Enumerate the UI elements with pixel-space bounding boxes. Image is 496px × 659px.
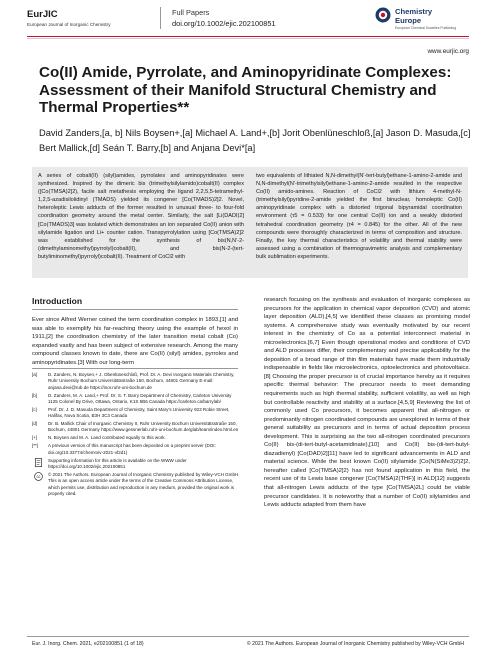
header-divider bbox=[160, 7, 161, 29]
footnote-item bbox=[32, 393, 242, 406]
footnote-text: A previous version of this manuscript has been deposited on a preprint server (DOI: doi.org/10.33774/chemrxiv-2021-vf2d1) bbox=[48, 443, 216, 455]
footnote-text: N. Boysen and M. A. Land contributed equally to this work. bbox=[48, 435, 166, 441]
footnote-text: D. Zanders, N. Boysen,+ J. Obenlüneschloß, Prof. Dr. A. Devi Inorganic Materials Chemistry, Ruhr University Bochum Universitätsstraße 150, Bochum, 44801 Germany E-mail: anjana.devi@rub.de https://inor.ruhr-uni-bochum.de bbox=[48, 372, 235, 390]
footnote-mark: [a] bbox=[32, 372, 38, 377]
footnote-item bbox=[32, 458, 242, 471]
footnote-item bbox=[32, 443, 242, 456]
intro-left-text: Ever since Alfred Werner coined the term coordination complex in 1893,[1] and was able to exemplify his far-reaching theory using the example of hexol in 1911,[2] the coordination chemistry of the later transition metal cobalt (Co) expanded vastly and has been subject of extensive research. Among the many compound classes known to date, there are Co(II) (silyl) amides, pyrroles and aminopyridinates.[3] With our long-term bbox=[32, 317, 238, 366]
header-rule-thin bbox=[27, 38, 469, 39]
journal-full-name: European Journal of Inorganic Chemistry bbox=[27, 22, 111, 27]
section-heading-introduction: Introduction bbox=[32, 296, 83, 306]
footnote-mark: [c] bbox=[32, 406, 37, 412]
footnote-mark: [d] bbox=[32, 421, 38, 427]
abstract-right-column: two equivalents of lithiated N,N-dimethyl(N'-tert-butyl)ethane-1-amino-2-amide and N,N-dimethyl(N'-trimethylsilyl)ethane-1-amino-2-amide resulted in the respective Co(II) amido-amines. Reaction of CoCl2 with lithium 4-methyl-N-(trimethylsilyl)pyridine-2-amide yielded the first binuclear, homoleptic Co(II) aminopyridinate complex with a distorted trigonal bipyramidal coordination environment (τ5 = 0.533) for one central Co(II) ion and a weakly distorted tetrahedral coordination geometry (τ4 = 0.845) for the other. All of the new compounds were thoroughly characterized in terms of composition and structure. Finally, the key thermal characteristics of volatility and thermal stability were assessed using a combination of thermogravimetric analysis and complementary bulk sublimation experiments. bbox=[256, 173, 462, 260]
section-rule bbox=[32, 309, 238, 310]
footer-citation: Eur. J. Inorg. Chem. 2021, e202100851 (1 of 18) bbox=[32, 641, 144, 647]
footnote-text: Supporting information for this article is available on the WWW under https://doi.org/10.1002/ejic.202100851 bbox=[48, 457, 187, 469]
chemistry-europe-logo[interactable] bbox=[375, 7, 475, 33]
intro-right-text: research focusing on the synthesis and evaluation of inorganic complexes as precursors for the application in chemical vapor deposition (CVD) and atomic layer deposition (ALD),[4,5] we identified these classes as promising model systems. A comprehensive study was eventually motivated by our recent interest in the chemistry of Co as a potential interconnect material in microelectronics.[6,7] Even though operational modes and conditions of CVD and ALD processes differ, their complementary and precise applicability for the deposition of a broad range of thin film materials have made them industrially indispensable in fields like microelectronics, optoelectronics and photovoltaics.[8] Choosing the proper precursor is of crucial importance hereby as it requires specific thermal behavior: The precursor needs to meet demanding requirements such as high thermal stability, sufficient volatility, as well as high but controllable reactivity and stability at a surface.[4,5,9] Reviewing the list of commonly used Co precursors, it becomes apparent that all-nitrogen or predominantly nitrogen coordinated compounds are unexplored in terms of their general suitability as precursors and in terms of actual deposition process development. This is surprising as the two all-nitrogen coordinated precursors Co(II) bis-(di-tert-butyl-acetamidinate),[10] and Co(II) bis-(di-tert-butyl-diazadienyl) [Co(DAD)2][11] have led to significant advancements in ALD and material science. While the best known Co(II) silylamide [Co(N(SiMe3)2)2]2, hereafter called [Co(TMSA)2]2) has not found application in this field, the recent use of its Lewis base congener [Co(TMSA)2(THF)] in ALD[12] suggests that all-nitrogen Lewis adducts of the type [Co(TMSA)2L] could be viable precursor candidates. It is noteworthy that a number of Co(II) silylamides and Lewis adducts adapted from them have bbox=[264, 297, 470, 509]
footnotes bbox=[32, 372, 242, 499]
journal-short-name: EurJIC bbox=[27, 9, 58, 20]
footnote-text: Dr. B. Mallick Chair of Inorganic Chemistry II, Ruhr University Bochum Universitätsstraße 150, Bochum, 44801 Germany https://www.gessnerlab.ruhr-uni-bochum.de/glab/team/index.html.en bbox=[48, 421, 239, 433]
footer-copyright: © 2021 The Authors. European Journal of Inorganic Chemistry published by Wiley-VCH GmbH bbox=[246, 641, 464, 647]
chemistry-europe-mark-icon bbox=[375, 7, 391, 23]
footnote-mark: [b] bbox=[32, 392, 38, 398]
footnote-text: D. Zanders, M. A. Land,+ Prof. Dr. S. T. Barry Department of Chemistry, Carleton University 1125 Colonel By Drive, Ottawa, Ontario, K1S 5B6 Canada https://carleton.ca/barrylab/ bbox=[48, 392, 232, 404]
footnote-rule bbox=[32, 368, 238, 369]
footnote-item bbox=[32, 421, 242, 434]
journal-website[interactable]: www.eurjic.org bbox=[427, 48, 469, 55]
footnote-text: © 2021 The Authors. European Journal of Inorganic Chemistry published by Wiley-VCH GmbH. This is an open access article under the terms of the Creative Commons Attribution License, which permits use, distribution and reproduction in any medium, provided the original work is properly cited. bbox=[48, 471, 240, 496]
footnote-mark: [+] bbox=[32, 435, 38, 441]
open-access-icon bbox=[34, 472, 43, 481]
footnote-item bbox=[32, 472, 242, 497]
svg-text:cc: cc bbox=[36, 474, 41, 480]
article-title: Co(II) Amide, Pyrrolate, and Aminopyridinate Complexes: Assessment of their Manifold Structural Chemistry and Thermal Properties** bbox=[39, 64, 452, 117]
abstract-left-column: A series of cobalt(II) (silyl)amides, pyrrolates and aminopyridinates were synthesized. Inspired by the dimeric bis (trimethylsilylamido)cobalt(II) complex ([Co(TMSA)2]2), facile salt metathesis employing the ligand 2,2,5,5-tetramethyl-1,2,5-azadisilolidinyl (TMADS) yielded its congener [Co(TMADS)2]2. Novel, heteroleptic Lewis adducts of the former resulted in unusual three- to four-fold coordination geometry around the metal center. Similarly, the salt [Li(DADI)2][Co(TMADS)3] was isolated which demonstrates an ion separated Co(II) anion with silylamide ligation and Li+ counter cation. Transpyrrolylation using [Co(TMSA)2]2 was established for the synthesis of bis(N,N'-2-(dimethylaminomethyl)pyrrolyl)cobalt(II), and bis(N-2-(tert-butyliminomethyl)pyrrolyl)cobalt(II). Treatment of CoCl2 with bbox=[38, 173, 244, 260]
doi-link[interactable]: doi.org/10.1002/ejic.202100851 bbox=[172, 19, 276, 28]
footnote-item bbox=[32, 407, 242, 420]
page-header bbox=[0, 0, 496, 34]
section-type: Full Papers bbox=[172, 8, 210, 17]
footnote-text: Prof. Dr. J. D. Masuda Department of Chemistry, Saint Mary's University 923 Robie Street, Halifax, Nova Scotia, B3H 3C3 Canada bbox=[48, 406, 230, 419]
footnote-mark: [**] bbox=[32, 443, 39, 449]
footer-rule bbox=[27, 636, 469, 637]
logo-line1: Chemistry bbox=[395, 7, 433, 16]
footnote-item bbox=[32, 372, 242, 391]
supporting-info-icon bbox=[34, 458, 43, 467]
author-list: David Zanders,[a, b] Nils Boysen+,[a] Michael A. Land+,[b] Jorit Obenlüneschloß,[a] Jason D. Masuda,[c] Bert Mallick,[d] Seán T. Barry,[b] and Anjana Devi*[a] bbox=[39, 128, 471, 153]
logo-subtitle: European Chemical Societies Publishing bbox=[395, 26, 457, 30]
logo-line2: Europe bbox=[395, 16, 422, 25]
footnote-item bbox=[32, 435, 242, 441]
